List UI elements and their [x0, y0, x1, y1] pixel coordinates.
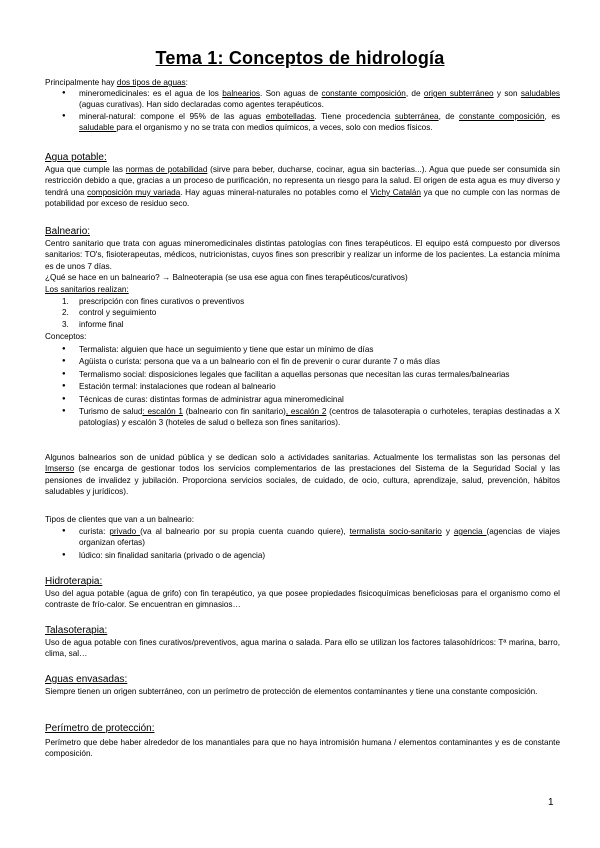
section-heading-perimetro: Perímetro de protección:	[45, 723, 155, 734]
hidroterapia-paragraph: Uso del agua potable (agua de grifo) con fin terapéutico, ya que posee propiedades fisicoquímicas beneficiosas para el organismo como el contraste de frío-calor. Se encuentran en gimnasios…	[45, 589, 560, 610]
sanitarios-label: Los sanitarios realizan:	[45, 285, 129, 294]
concepts-list	[45, 344, 560, 429]
section-heading-potable: Agua potable:	[45, 152, 107, 163]
aguas-envasadas-paragraph: Siempre tienen un origen subterráneo, con un perímetro de protección de elementos contaminantes y tiene una constante composición.	[45, 687, 538, 696]
section-heading-hidroterapia: Hidroterapia:	[45, 576, 103, 587]
list-item: 2. control y seguimiento	[62, 308, 157, 318]
client-types-list	[45, 526, 560, 561]
balneario-paragraph: Centro sanitario que trata con aguas mineromedicinales distintas patologías con fines terapéuticos. El equipo está compuesto por diversos sanitarios: TO's, fisioterapeutas, médicos, nutricionistas, cuyos fines son prescribir y realizar un informe de los pacientes. La estancia mínima es de unos 7 días.	[45, 239, 560, 271]
list-item: ● mineromedicinales: es el agua de los balnearios. Son aguas de constante composición, de origen subterráneo y son saludables (aguas curativas). Han sido declaradas como agentes terapéuticos.	[45, 88, 560, 111]
balneario-paragraph-2: Algunos balnearios son de unidad pública y se dedican solo a actividades sanitarias. Actualmente los termalistas son las personas del Imserso (se encarga de gestionar todos los servicios complementarios de las prestaciones del Sistema de la Seguridad Social y las pensiones de invalidez y jubilación. Proporciona servicios sociales, de cuidado, de ocio, cultura, aprendizaje, salud, prevención, hábitos saludables y jurídicos).	[45, 453, 560, 497]
list-item: ● Termalismo social: disposiciones legales que facilitan a aquellas personas que necesitan las curas termales/balnearias	[45, 369, 560, 380]
section-heading-aguas-envasadas: Aguas envasadas:	[45, 674, 128, 685]
list-item: 1. prescripción con fines curativos o preventivos	[62, 297, 245, 306]
conceptos-label: Conceptos:	[45, 332, 87, 341]
list-item: ● curista: privado (va al balneario por su propia cuenta cuando quiere), termalista socio-sanitario y agencia (agencias de viajes organizan ofertas)	[45, 526, 560, 549]
section-heading-talasoterapia: Talasoterapia:	[45, 625, 108, 636]
balneario-question: ¿Qué se hace en un balneario? → Balneoterapia (se usa ese agua con fines terapéuticos/curativos)	[45, 273, 408, 282]
list-item: ● Turismo de salud: escalón 1 (balneario con fin sanitario), escalón 2 (centros de talasoterapia o curhoteles, terapias destinadas a X patologías) y escalón 3 (hoteles de salud o belleza son fines sanitarios).	[45, 406, 560, 429]
steps-list	[45, 296, 560, 330]
perimetro-paragraph: Perímetro que debe haber alrededor de los manantiales para que no haya intromisión humana / elementos contaminantes y es de constante composición.	[45, 738, 560, 759]
list-item: ● Agüista o curista: persona que va a un balneario con el fin de prevenir o curar durante 7 o más días	[45, 356, 560, 367]
intro-line: Principalmente hay dos tipos de aguas:	[45, 78, 188, 87]
list-item: ● mineral-natural: compone el 95% de las aguas embotelladas. Tiene procedencia subterránea, de constante composición, es saludable para el organismo y no se trata con medios químicos, a veces, solo con medios físicos.	[45, 111, 560, 134]
section-heading-balneario: Balneario:	[45, 226, 91, 237]
list-item: ● lúdico: sin finalidad sanitaria (privado o de agencia)	[45, 550, 560, 561]
water-types-list	[45, 88, 560, 134]
page-number: 1	[548, 797, 554, 808]
list-item: ● Termalista: alguien que hace un seguimiento y tiene que estar un mínimo de días	[45, 344, 560, 355]
page-title: Tema 1: Conceptos de hidrología	[155, 48, 445, 68]
talasoterapia-paragraph: Uso de agua potable con fines curativos/preventivos, agua marina o salada. Para ello se utilizan los factores talasohídricos: Tª marina, barro, clima, sal…	[45, 638, 560, 659]
list-item: ● Estación termal: instalaciones que rodean al balneario	[45, 381, 560, 392]
potable-paragraph: Agua que cumple las normas de potabilidad (sirve para beber, ducharse, cocinar, agua sin bacterias...). Agua que puede ser consumida sin restricción debido a que, gracias a un proceso de purificación, no representa un riesgo para la salud. El origen de esta agua es muy diverso y tendrá una composición muy variada. Hay aguas mineral-naturales no potables como el Vichy Catalán ya que no cumple con las normas de potabilidad por exceso de residuo seco.	[45, 165, 560, 209]
list-item: 3. informe final	[62, 319, 124, 329]
list-item: ● Técnicas de curas: distintas formas de administrar agua mineromedicinal	[45, 394, 560, 405]
client-types-label: Tipos de clientes que van a un balneario:	[45, 515, 194, 524]
